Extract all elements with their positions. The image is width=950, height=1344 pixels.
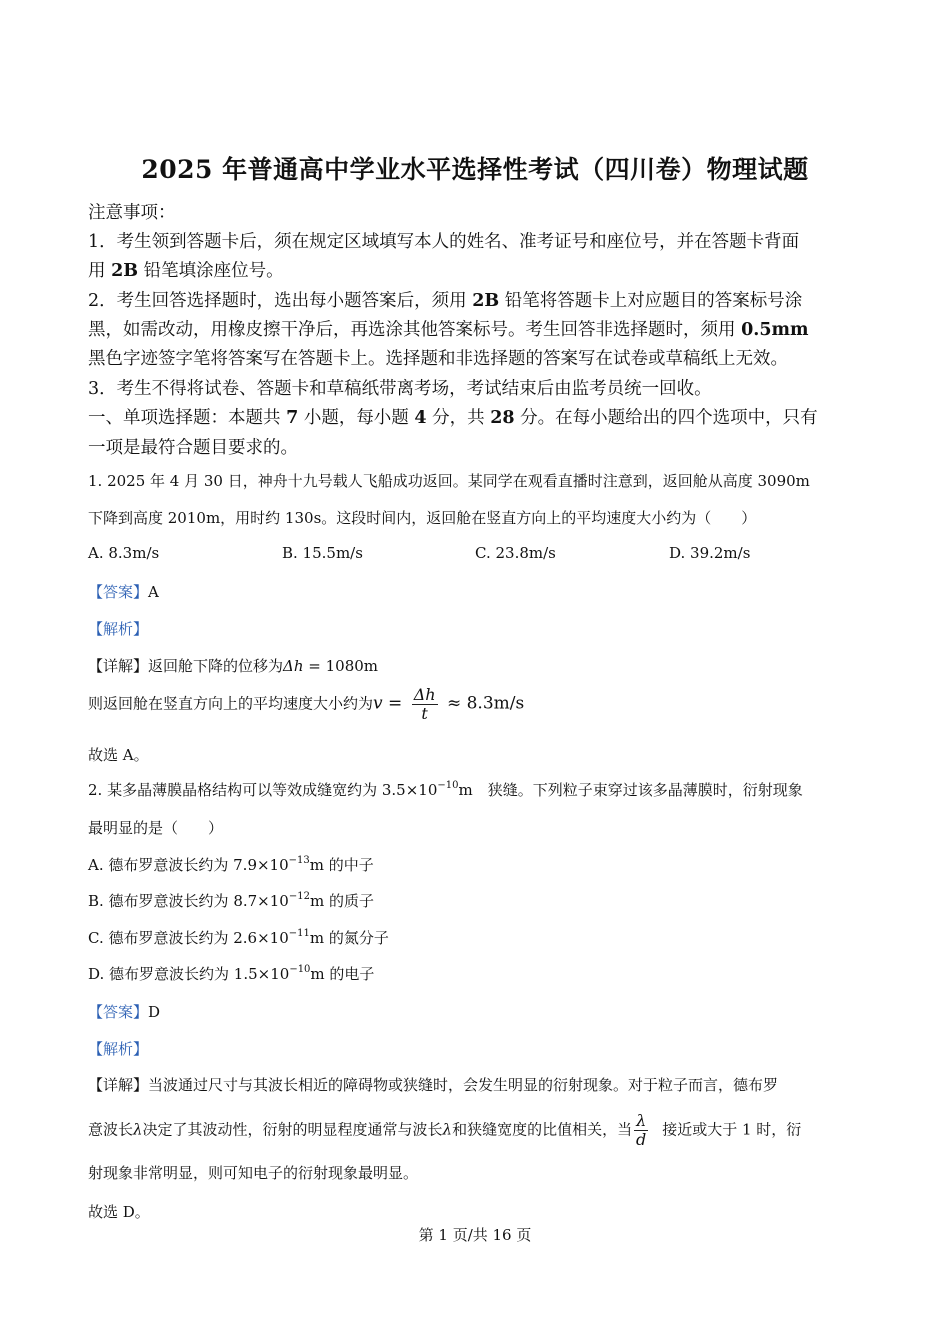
q1-stem-line-2: 下降到高度 2010m，用时约 130s。这段时间内，返回舱在竖直方向上的平均速度大小约为（ ） — [88, 509, 757, 527]
q1-speed-formula: 则返回舱在竖直方向上的平均速度大小约为v = $\frac{\Delta h}{t}$ ≈ 8.3m/s — [88, 685, 525, 723]
q2-answer: 【答案】D — [88, 1003, 161, 1021]
notice-item-2-line-1: 2．考生回答选择题时，选出每小题答案后，须用 2B 铅笔将答题卡上对应题目的答案标号涂 — [88, 291, 803, 311]
q1-stem-line-1: 1. 2025 年 4 月 30 日，神舟十九号载人飞船成功返回。某同学在观看直播时注意到，返回舱从高度 3090m — [88, 472, 810, 490]
notice-item-2-line-2: 黑，如需改动，用橡皮擦干净后，再选涂其他答案标号。考生回答非选择题时，须用 0.5mm — [88, 320, 809, 340]
q2-option-a: A. 德布罗意波长约为 $7.9\times 10^{-13}m$ 的中子 — [88, 855, 374, 874]
q2-detail-line-2: 意波长λ决定了其波动性，衍射的明显程度通常与波长λ和狭缝宽度的比值相关，当 $\frac{\lambda}{d}$ 接近或大于 1 时，衍 — [88, 1111, 802, 1149]
q1-conclusion: 故选 A。 — [88, 746, 149, 764]
notice-item-1-line-1: 1．考生领到答题卡后，须在规定区域填写本人的姓名、准考证号和座位号，并在答题卡背面 — [88, 232, 800, 252]
q2-detail-line-3: 射现象非常明显，则可知电子的衍射现象最明显。 — [88, 1164, 419, 1182]
q1-option-d: D. 39.2m/s — [669, 544, 751, 562]
q1-detail: 【详解】返回舱下降的位移为Δh = 1080m — [88, 657, 379, 675]
notice-item-2-line-3: 黑色字迹签字笔将答案写在答题卡上。选择题和非选择题的答案写在试卷或草稿纸上无效。 — [88, 349, 788, 369]
q2-stem-line-1: 2. 某多晶薄膜晶格结构可以等效成缝宽约为 $3.5\times 10^{-10}m$ 狭缝。下列粒子束穿过该多晶薄膜时，衍射现象 — [88, 780, 803, 799]
notice-heading: 注意事项： — [88, 203, 176, 223]
q2-option-c: C. 德布罗意波长约为 $2.6\times 10^{-11}m$ 的氮分子 — [88, 928, 389, 947]
page-footer: 第 1 页/共 16 页 — [418, 1226, 532, 1244]
section-1-heading-line-2: 一项是最符合题目要求的。 — [88, 438, 298, 458]
q2-detail-line-1: 【详解】当波通过尺寸与其波长相近的障碍物或狭缝时，会发生明显的衍射现象。对于粒子而言，德布罗 — [88, 1076, 779, 1094]
q1-analysis-label: 【解析】 — [88, 620, 149, 638]
q1-option-c: C. 23.8m/s — [475, 544, 556, 562]
section-1-heading-line-1: 一、单项选择题：本题共 7 小题，每小题 4 分，共 28 分。在每小题给出的四个选项中，只有 — [88, 408, 818, 428]
notice-item-3: 3．考生不得将试卷、答题卡和草稿纸带离考场，考试结束后由监考员统一回收。 — [88, 379, 712, 399]
page-title: 2025 年普通高中学业水平选择性考试（四川卷）物理试题 — [141, 155, 809, 184]
notice-item-1-line-2: 用 2B 铅笔填涂座位号。 — [88, 261, 284, 281]
fraction-lambda-over-d: $\frac{\lambda}{d}$ — [636, 1111, 647, 1149]
q1-answer: 【答案】A — [88, 583, 159, 601]
q2-option-d: D. 德布罗意波长约为 $1.5\times 10^{-10}m$ 的电子 — [88, 964, 375, 983]
fraction-delta-h-over-t: $\frac{\Delta h}{t}$ — [413, 685, 436, 723]
q2-stem-line-2: 最明显的是（ ） — [88, 819, 224, 837]
q1-option-b: B. 15.5m/s — [282, 544, 363, 562]
q1-option-a: A. 8.3m/s — [88, 544, 160, 562]
q2-option-b: B. 德布罗意波长约为 $8.7\times 10^{-12}m$ 的质子 — [88, 891, 374, 910]
q2-analysis-label: 【解析】 — [88, 1040, 149, 1058]
q2-conclusion: 故选 D。 — [88, 1203, 150, 1221]
